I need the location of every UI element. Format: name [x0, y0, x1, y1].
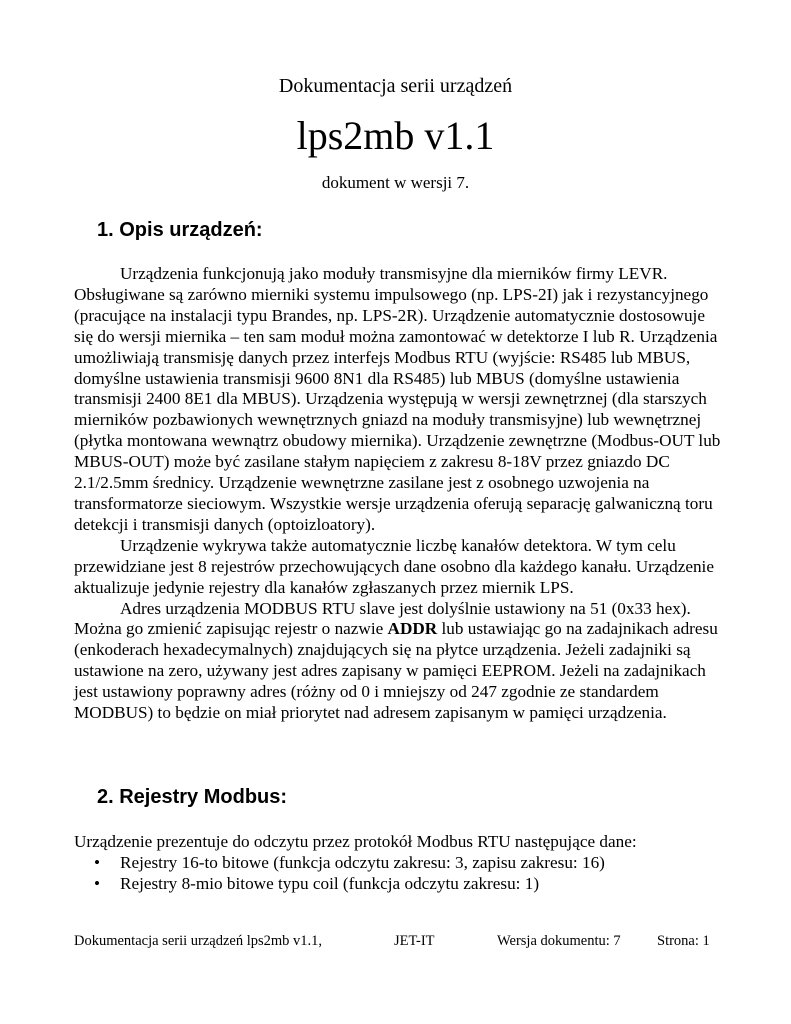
- paragraph-channels: Urządzenie wykrywa także automatycznie liczbę kanałów detektora. W tym celu przewidziane jest 8 rejestrów przechowujących dane osobno dla każdego kanału. Urządzenie aktualizuje jedynie rejestry dla kanałów zgłaszanych przez miernik LPS.: [74, 535, 714, 597]
- footer-page-number: Strona: 1: [657, 933, 710, 949]
- footer-version: Wersja dokumentu: 7: [497, 933, 621, 949]
- footer-company: JET-IT: [394, 933, 435, 949]
- list-item-text: Rejestry 8-mio bitowe typu coil (funkcja odczytu zakresu: 1): [120, 873, 540, 893]
- address-text-before: Adres urządzenia MODBUS RTU slave jest dolyślnie ustawiony na 51 (0x33 hex). Można go zmienić zapisując rejestr o nazwie: [74, 598, 691, 639]
- section-body-registers: [74, 832, 724, 895]
- document-title: lps2mb v1.1: [296, 113, 495, 158]
- registers-list: [74, 853, 724, 895]
- list-item-text: Rejestry 16-to bitowe (funkcja odczytu zakresu: 3, zapisu zakresu: 16): [120, 852, 605, 872]
- footer-document-name: Dokumentacja serii urządzeń lps2mb v1.1,: [74, 933, 323, 949]
- paragraph-overview: Urządzenia funkcjonują jako moduły transmisyjne dla mierników firmy LEVR. Obsługiwane są zarówno mierniki systemu impulsowego (np. LPS-2I) jak i rezystancyjnego (pracujące na instalacji typu Brandes, np. LPS-2R). Urządzenie automatycznie dostosowuje się do wersji miernika – ten sam moduł można zamontować w detektorze I lub R. Urządzenia umożliwiają transmisję danych przez interfejs Modbus RTU (wyjście: RS485 lub MBUS, domyślne ustawienia transmisji 9600 8N1 dla RS485) lub MBUS (domyślne ustawienia transmisji 2400 8E1 dla MBUS). Urządzenia występują w wersji zewnętrznej (dla starszych mierników pozbawionych wewnętrznych gniazd na moduły transmisyjne) lub wewnętrznej (płytka montowana wewnątrz obudowy miernika). Urządzenie zewnętrzne (Modbus-OUT lub MBUS-OUT) może być zasilane stałym napięciem z zakresu 8-18V przez gniazdo DC 2.1/2.5mm średnicy. Urządzenie wewnętrzne zasilane jest z osobnego uzwojenia na transformatorze sieciowym. Wszystkie wersje urządzenia oferują separację galwaniczną toru detekcji i transmisji danych (optoizloatory).: [74, 264, 721, 534]
- addr-register-name: ADDR: [387, 619, 438, 639]
- section-body-description: [74, 264, 724, 724]
- list-item: [74, 853, 724, 874]
- address-text-after: lub ustawiając go na zadajnikach adresu (enkoderach hexadecymalnych) znajdujących się na płytce urządzenia. Jeżeli zadajniki są ustawione na zero, używany jest adres zapisany w pamięci EEPROM. Jeżeli na zadajnikach jest ustawiony poprawny adres (różny od 0 i mniejszy od 247 zgodnie ze standardem MODBUS) to będzie on miał priorytet nad adresem zapisanym w pamięci urządzenia.: [74, 619, 718, 723]
- paragraph-address: [74, 599, 724, 724]
- bullet-icon: •: [94, 873, 101, 893]
- section-heading-registers: 2. Rejestry Modbus:: [97, 786, 288, 808]
- series-subtitle: Dokumentacja serii urządzeń: [278, 75, 513, 97]
- list-item: [74, 874, 724, 895]
- registers-intro: Urządzenie prezentuje do odczytu przez protokół Modbus RTU następujące dane:: [74, 832, 637, 851]
- bullet-icon: •: [94, 852, 101, 872]
- document-version: dokument w wersji 7.: [321, 173, 470, 192]
- section-heading-description: 1. Opis urządzeń:: [97, 219, 263, 241]
